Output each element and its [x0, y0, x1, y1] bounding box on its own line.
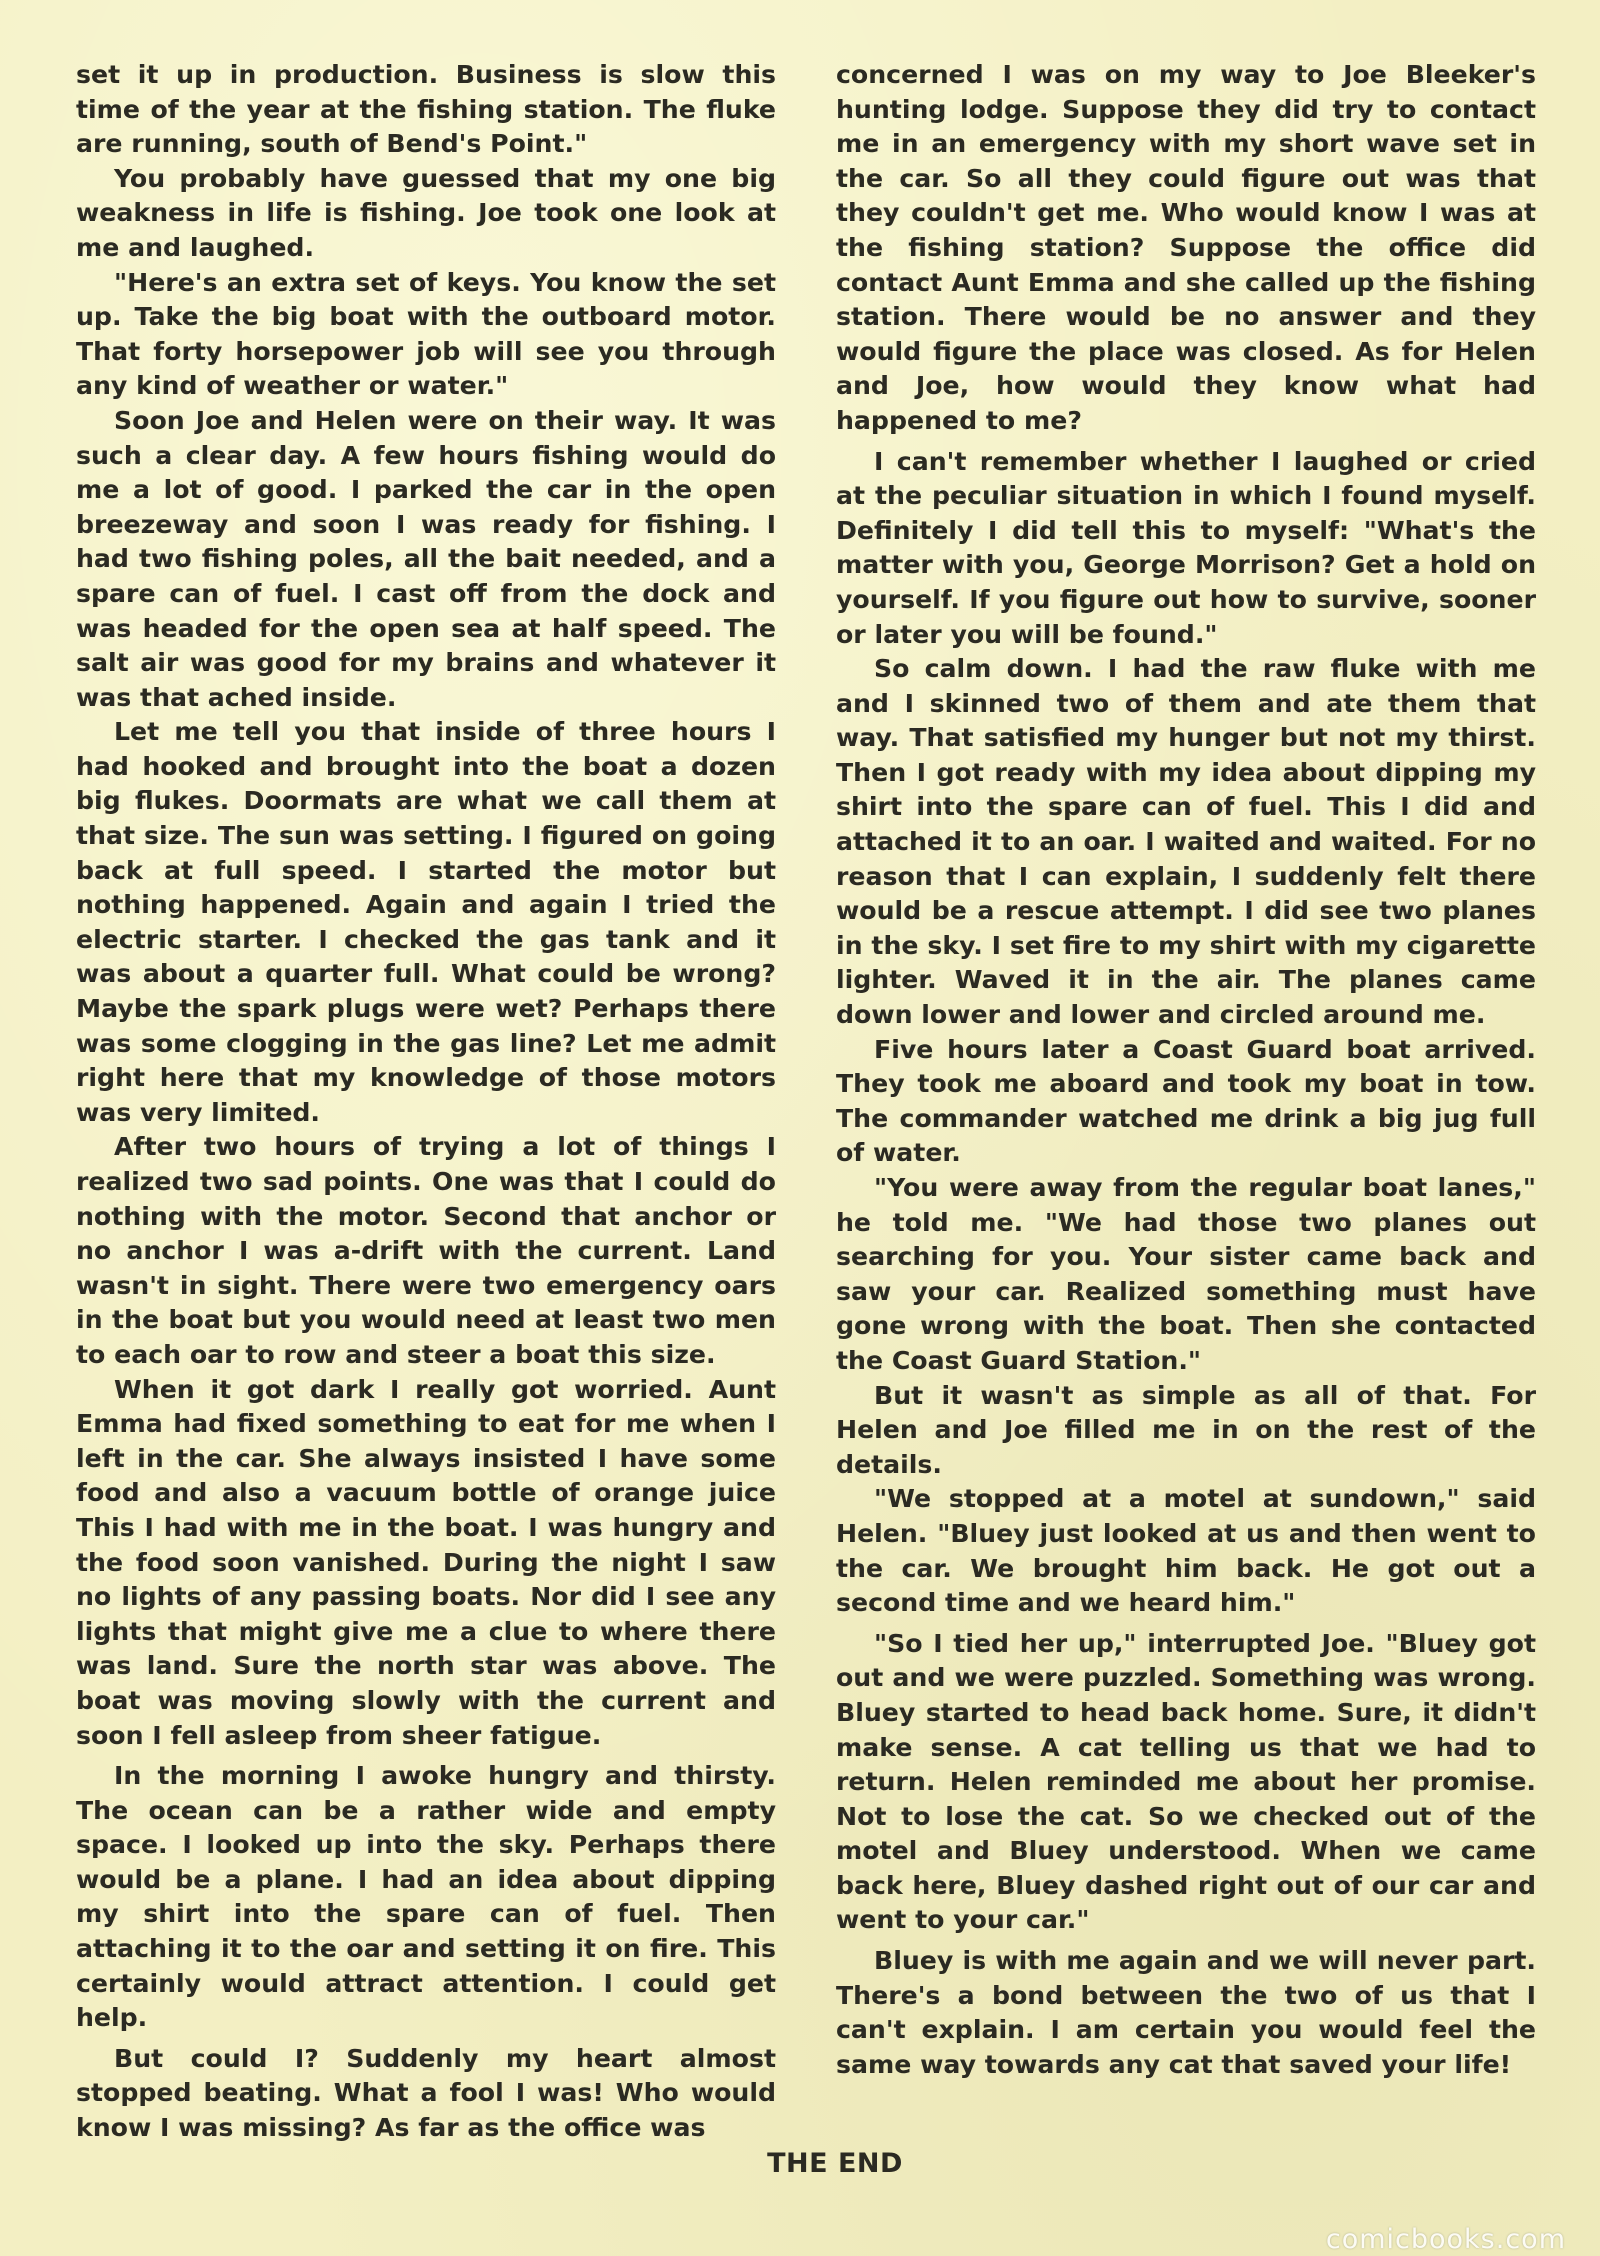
paragraph: "So I tied her up," interrupted Joe. "Bluey got out and we were puzzled. Something was wrong. Bluey started to head back home. Sure, it didn't make sense. A cat telling us that we had to return. Helen reminded me about her promise. Not to lose the cat. So we checked out of the motel and Bluey understood. When we came back here, Bluey dashed right out of our car and went to your car.": [836, 1628, 1536, 1935]
paragraph: Let me tell you that inside of three hours I had hooked and brought into the boat a dozen big flukes. Doormats are what we call them at that size. The sun was setting. I figured on going back at full speed. I started the motor but nothing happened. Again and again I tried the electric starter. I checked the gas tank and it was about a quarter full. What could be wrong? Maybe the spark plugs were wet? Perhaps there was some clogging in the gas line? Let me admit right here that my knowledge of those motors was very limited.: [76, 717, 776, 1127]
paragraph: But it wasn't as simple as all of that. For Helen and Joe filled me in on the rest of the details.: [836, 1380, 1536, 1479]
paragraph: In the morning I awoke hungry and thirsty. The ocean can be a rather wide and empty space. I looked up into the sky. Perhaps there would be a plane. I had an idea about dipping my shirt into the spare can of fuel. Then attaching it to the oar and setting it on fire. This certainly would attract attention. I could get help.: [76, 1761, 776, 2033]
left-text-column: [76, 58, 776, 2146]
paragraph: When it got dark I really got worried. Aunt Emma had fixed something to eat for me when I left in the car. She always insisted I have some food and also a vacuum bottle of orange juice This I had with me in the boat. I was hungry and the food soon vanished. During the night I saw no lights of any passing boats. Nor did I see any lights that might give me a clue to where there was land. Sure the north star was above. The boat was moving slowly with the current and soon I fell asleep from sheer fatigue.: [76, 1374, 776, 1750]
the-end-label: THE END: [767, 2148, 903, 2179]
paragraph: After two hours of trying a lot of things I realized two sad points. One was that I could do nothing with the motor. Second that anchor or no anchor I was a-drift with the current. Land wasn't in sight. There were two emergency oars in the boat but you would need at least two men to each oar to row and steer a boat this size.: [76, 1132, 776, 1369]
paragraph: I can't remember whether I laughed or cried at the peculiar situation in which I found myself. Definitely I did tell this to myself: "What's the matter with you, George Morrison? Get a hold on yourself. If you figure out how to survive, sooner or later you will be found.": [836, 446, 1536, 649]
paragraph: "We stopped at a motel at sundown," said Helen. "Bluey just looked at us and then went to the car. We brought him back. He got out a second time and we heard him.": [836, 1484, 1536, 1618]
right-text-column: [836, 58, 1536, 2082]
paragraph: Bluey is with me again and we will never part. There's a bond between the two of us that I can't explain. I am certain you would feel the same way towards any cat that saved your life!: [836, 1946, 1536, 2079]
paragraph: Five hours later a Coast Guard boat arrived. They took me aboard and took my boat in tow. The commander watched me drink a big jug full of water.: [836, 1034, 1536, 1168]
paragraph: "Here's an extra set of keys. You know the set up. Take the big boat with the outboard motor. That forty horsepower job will see you through any kind of weather or water.": [76, 267, 776, 401]
paragraph: But could I? Suddenly my heart almost stopped beating. What a fool I was! Who would know I was missing? As far as the office was: [76, 2043, 776, 2143]
paragraph: concerned I was on my way to Joe Bleeker's hunting lodge. Suppose they did try to contact me in an emergency with my short wave set in the car. So all they could figure out was that they couldn't get me. Who would know I was at the fishing station? Suppose the office did contact Aunt Emma and she called up the fishing station. There would be no answer and they would figure the place was closed. As for Helen and Joe, how would they know what had happened to me?: [836, 60, 1536, 435]
paragraph: "You were away from the regular boat lanes," he told me. "We had those two planes out searching for you. Your sister came back and saw your car. Realized something must have gone wrong with the boat. Then she contacted the Coast Guard Station.": [836, 1173, 1536, 1375]
watermark: comicbooks.com: [1325, 2224, 1566, 2255]
paragraph: set it up in production. Business is slow this time of the year at the fishing station. The fluke are running, south of Bend's Point.": [76, 60, 776, 159]
paragraph: So calm down. I had the raw fluke with me and I skinned two of them and ate them that way. That satisfied my hunger but not my thirst. Then I got ready with my idea about dipping my shirt into the spare can of fuel. This I did and attached it to an oar. I waited and waited. For no reason that I can explain, I suddenly felt there would be a rescue attempt. I did see two planes in the sky. I set fire to my shirt with my cigarette lighter. Waved it in the air. The planes came down lower and lower and circled around me.: [836, 654, 1536, 1030]
paragraph: Soon Joe and Helen were on their way. It was such a clear day. A few hours fishing would do me a lot of good. I parked the car in the open breezeway and soon I was ready for fishing. I had two fishing poles, all the bait needed, and a spare can of fuel. I cast off from the dock and was headed for the open sea at half speed. The salt air was good for my brains and whatever it was that ached inside.: [76, 405, 776, 712]
paragraph: You probably have guessed that my one big weakness in life is fishing. Joe took one look at me and laughed.: [76, 163, 776, 262]
